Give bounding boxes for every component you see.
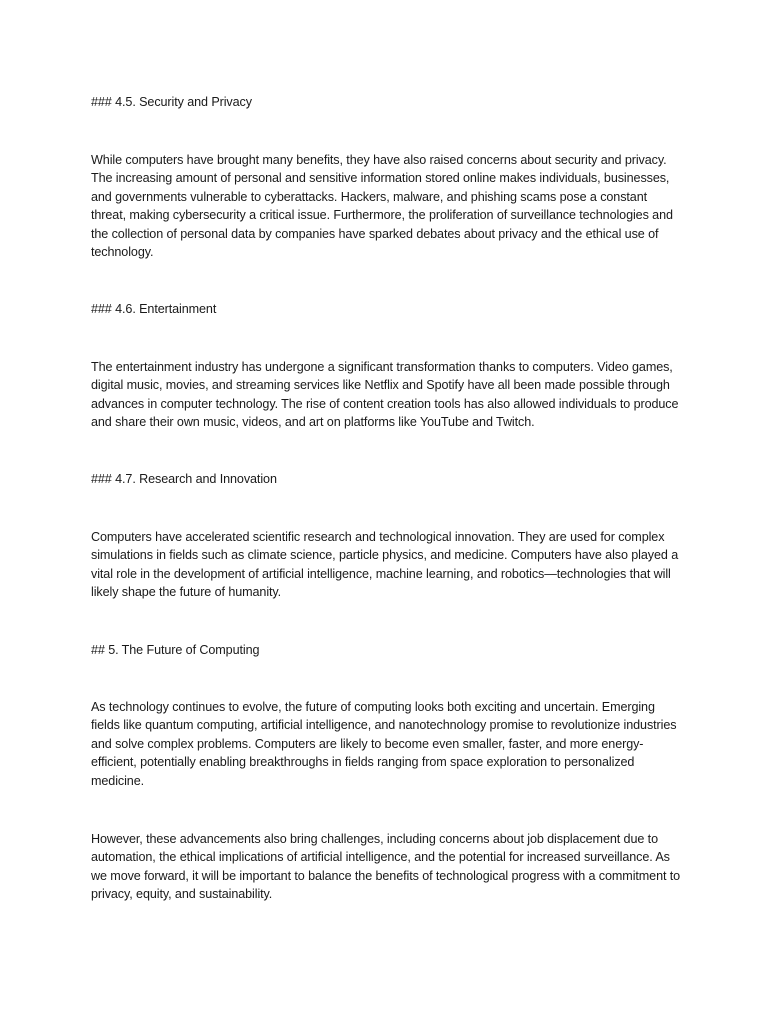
paragraph-future-of-computing: As technology continues to evolve, the future of computing looks both exciting and uncertain. Emerging fields like quantum computing, artificial intelligence, and nanotechnology promise to revolutionize industries and solve complex problems. Computers are likely to become even smaller, faster, and more energy-efficient, potentially enabling breakthroughs in fields ranging from space exploration to personalized medicine. <box>91 700 677 788</box>
paragraph-security-privacy: While computers have brought many benefits, they have also raised concerns about security and privacy. The increasing amount of personal and sensitive information stored online makes individuals, businesses, and governments vulnerable to cyberattacks. Hackers, malware, and phishing scams pose a constant threat, making cybersecurity a critical issue. Furthermore, the proliferation of surveillance technologies and the collection of personal data by companies have sparked debates about privacy and the ethical use of technology. <box>91 153 673 260</box>
heading-entertainment: ### 4.6. Entertainment <box>91 302 217 316</box>
paragraph-research-innovation: Computers have accelerated scientific research and technological innovation. They are used for complex simulations in fields such as climate science, particle physics, and medicine. Computers have also played a vital role in the development of artificial intelligence, machine learning, and robotics—technologies that will likely shape the future of humanity. <box>91 530 679 600</box>
paragraph-challenges: However, these advancements also bring challenges, including concerns about job displacement due to automation, the ethical implications of artificial intelligence, and the potential for increased surveillance. As we move forward, it will be important to balance the benefits of technological progress with a commitment to privacy, equity, and sustainability. <box>91 832 681 902</box>
paragraph-entertainment: The entertainment industry has undergone a significant transformation thanks to computers. Video games, digital music, movies, and streaming services like Netflix and Spotify have all been made possible through advances in computer technology. The rise of content creation tools has also allowed individuals to produce and share their own music, videos, and art on platforms like YouTube and Twitch. <box>91 360 679 430</box>
heading-security-privacy: ### 4.5. Security and Privacy <box>91 95 252 109</box>
heading-research-innovation: ### 4.7. Research and Innovation <box>91 472 277 486</box>
heading-future-of-computing: ## 5. The Future of Computing <box>91 643 260 657</box>
